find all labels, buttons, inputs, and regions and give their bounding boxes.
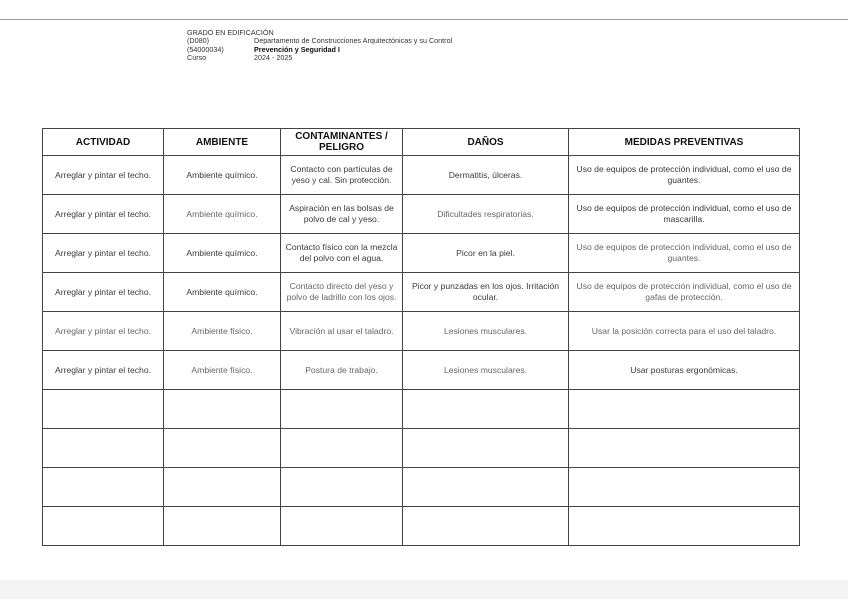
cell-contaminantes: Contacto con partículas de yeso y cal. Sin protección.: [281, 156, 403, 195]
cell-ambiente: Ambiente físico.: [164, 312, 281, 351]
empty-cell: [281, 468, 403, 507]
empty-cell: [43, 468, 164, 507]
empty-cell: [569, 390, 800, 429]
table-header-row: [43, 129, 800, 156]
empty-cell: [569, 507, 800, 546]
table-row: [43, 195, 800, 234]
cell-medidas: Usar la posición correcta para el uso del taladro.: [569, 312, 800, 351]
cell-danos: Dificultades respiratorias.: [403, 195, 569, 234]
empty-table-row: [43, 429, 800, 468]
table-row: [43, 273, 800, 312]
subject-line: [187, 46, 452, 54]
empty-cell: [403, 507, 569, 546]
cell-ambiente: Ambiente físico.: [164, 351, 281, 390]
empty-cell: [569, 429, 800, 468]
table-row: [43, 156, 800, 195]
cell-ambiente: Ambiente químico.: [164, 156, 281, 195]
empty-cell: [281, 429, 403, 468]
cell-danos: Dermatitis, úlceras.: [403, 156, 569, 195]
empty-cell: [43, 429, 164, 468]
cell-medidas: Uso de equipos de protección individual, como el uso de guantes.: [569, 156, 800, 195]
table-row: [43, 234, 800, 273]
empty-table-row: [43, 507, 800, 546]
cell-ambiente: Ambiente químico.: [164, 234, 281, 273]
cell-actividad: Arreglar y pintar el techo.: [43, 351, 164, 390]
empty-table-row: [43, 390, 800, 429]
empty-cell: [164, 468, 281, 507]
course-value: 2024 - 2025: [254, 53, 293, 63]
department-code: (D080): [187, 36, 209, 46]
table-row: [43, 312, 800, 351]
cell-contaminantes: Contacto directo del yeso y polvo de ladrillo con los ojos.: [281, 273, 403, 312]
cell-medidas: Uso de equipos de protección individual, como el uso de guantes.: [569, 234, 800, 273]
empty-cell: [569, 468, 800, 507]
bottom-margin: [0, 580, 848, 599]
header-ambiente: AMBIENTE: [164, 129, 281, 156]
cell-actividad: Arreglar y pintar el techo.: [43, 195, 164, 234]
cell-actividad: Arreglar y pintar el techo.: [43, 273, 164, 312]
cell-danos: Lesiones musculares.: [403, 351, 569, 390]
cell-contaminantes: Aspiración en las bolsas de polvo de cal y yeso.: [281, 195, 403, 234]
empty-cell: [43, 507, 164, 546]
cell-danos: Lesiones musculares.: [403, 312, 569, 351]
empty-cell: [281, 390, 403, 429]
table-row: [43, 351, 800, 390]
cell-actividad: Arreglar y pintar el techo.: [43, 156, 164, 195]
cell-danos: Picor y punzadas en los ojos. Irritación ocular.: [403, 273, 569, 312]
cell-medidas: Uso de equipos de protección individual, como el uso de gafas de protección.: [569, 273, 800, 312]
cell-contaminantes: Contacto físico con la mezcla del polvo con el agua.: [281, 234, 403, 273]
subject-name: Prevención y Seguridad I: [254, 44, 340, 54]
degree-title: GRADO EN EDIFICACIÓN: [187, 28, 274, 37]
cell-contaminantes: Postura de trabajo.: [281, 351, 403, 390]
header-danos: DAÑOS: [403, 129, 569, 156]
department-name: Departamento de Construcciones Arquitectónicas y su Control: [254, 36, 453, 46]
empty-cell: [43, 390, 164, 429]
cell-medidas: Usar posturas ergonómicas.: [569, 351, 800, 390]
empty-cell: [281, 507, 403, 546]
empty-cell: [164, 390, 281, 429]
cell-danos: Picor en la piel.: [403, 234, 569, 273]
empty-cell: [403, 468, 569, 507]
subject-code: (54000034): [187, 44, 224, 54]
empty-cell: [403, 429, 569, 468]
cell-actividad: Arreglar y pintar el techo.: [43, 234, 164, 273]
header-medidas: MEDIDAS PREVENTIVAS: [569, 129, 800, 156]
document-header: [187, 29, 452, 63]
empty-cell: [403, 390, 569, 429]
course-label: Curso: [187, 53, 207, 63]
cell-ambiente: Ambiente químico.: [164, 273, 281, 312]
cell-medidas: Uso de equipos de protección individual, como el uso de mascarilla.: [569, 195, 800, 234]
cell-contaminantes: Vibración al usar el taladro.: [281, 312, 403, 351]
cell-ambiente: Ambiente químico.: [164, 195, 281, 234]
cell-actividad: Arreglar y pintar el techo.: [43, 312, 164, 351]
header-actividad: ACTIVIDAD: [43, 129, 164, 156]
header-contaminantes: CONTAMINANTES / PELIGRO: [281, 129, 403, 156]
empty-cell: [164, 429, 281, 468]
course-line: [187, 54, 452, 62]
empty-cell: [164, 507, 281, 546]
risk-assessment-table: [42, 128, 800, 546]
empty-table-row: [43, 468, 800, 507]
